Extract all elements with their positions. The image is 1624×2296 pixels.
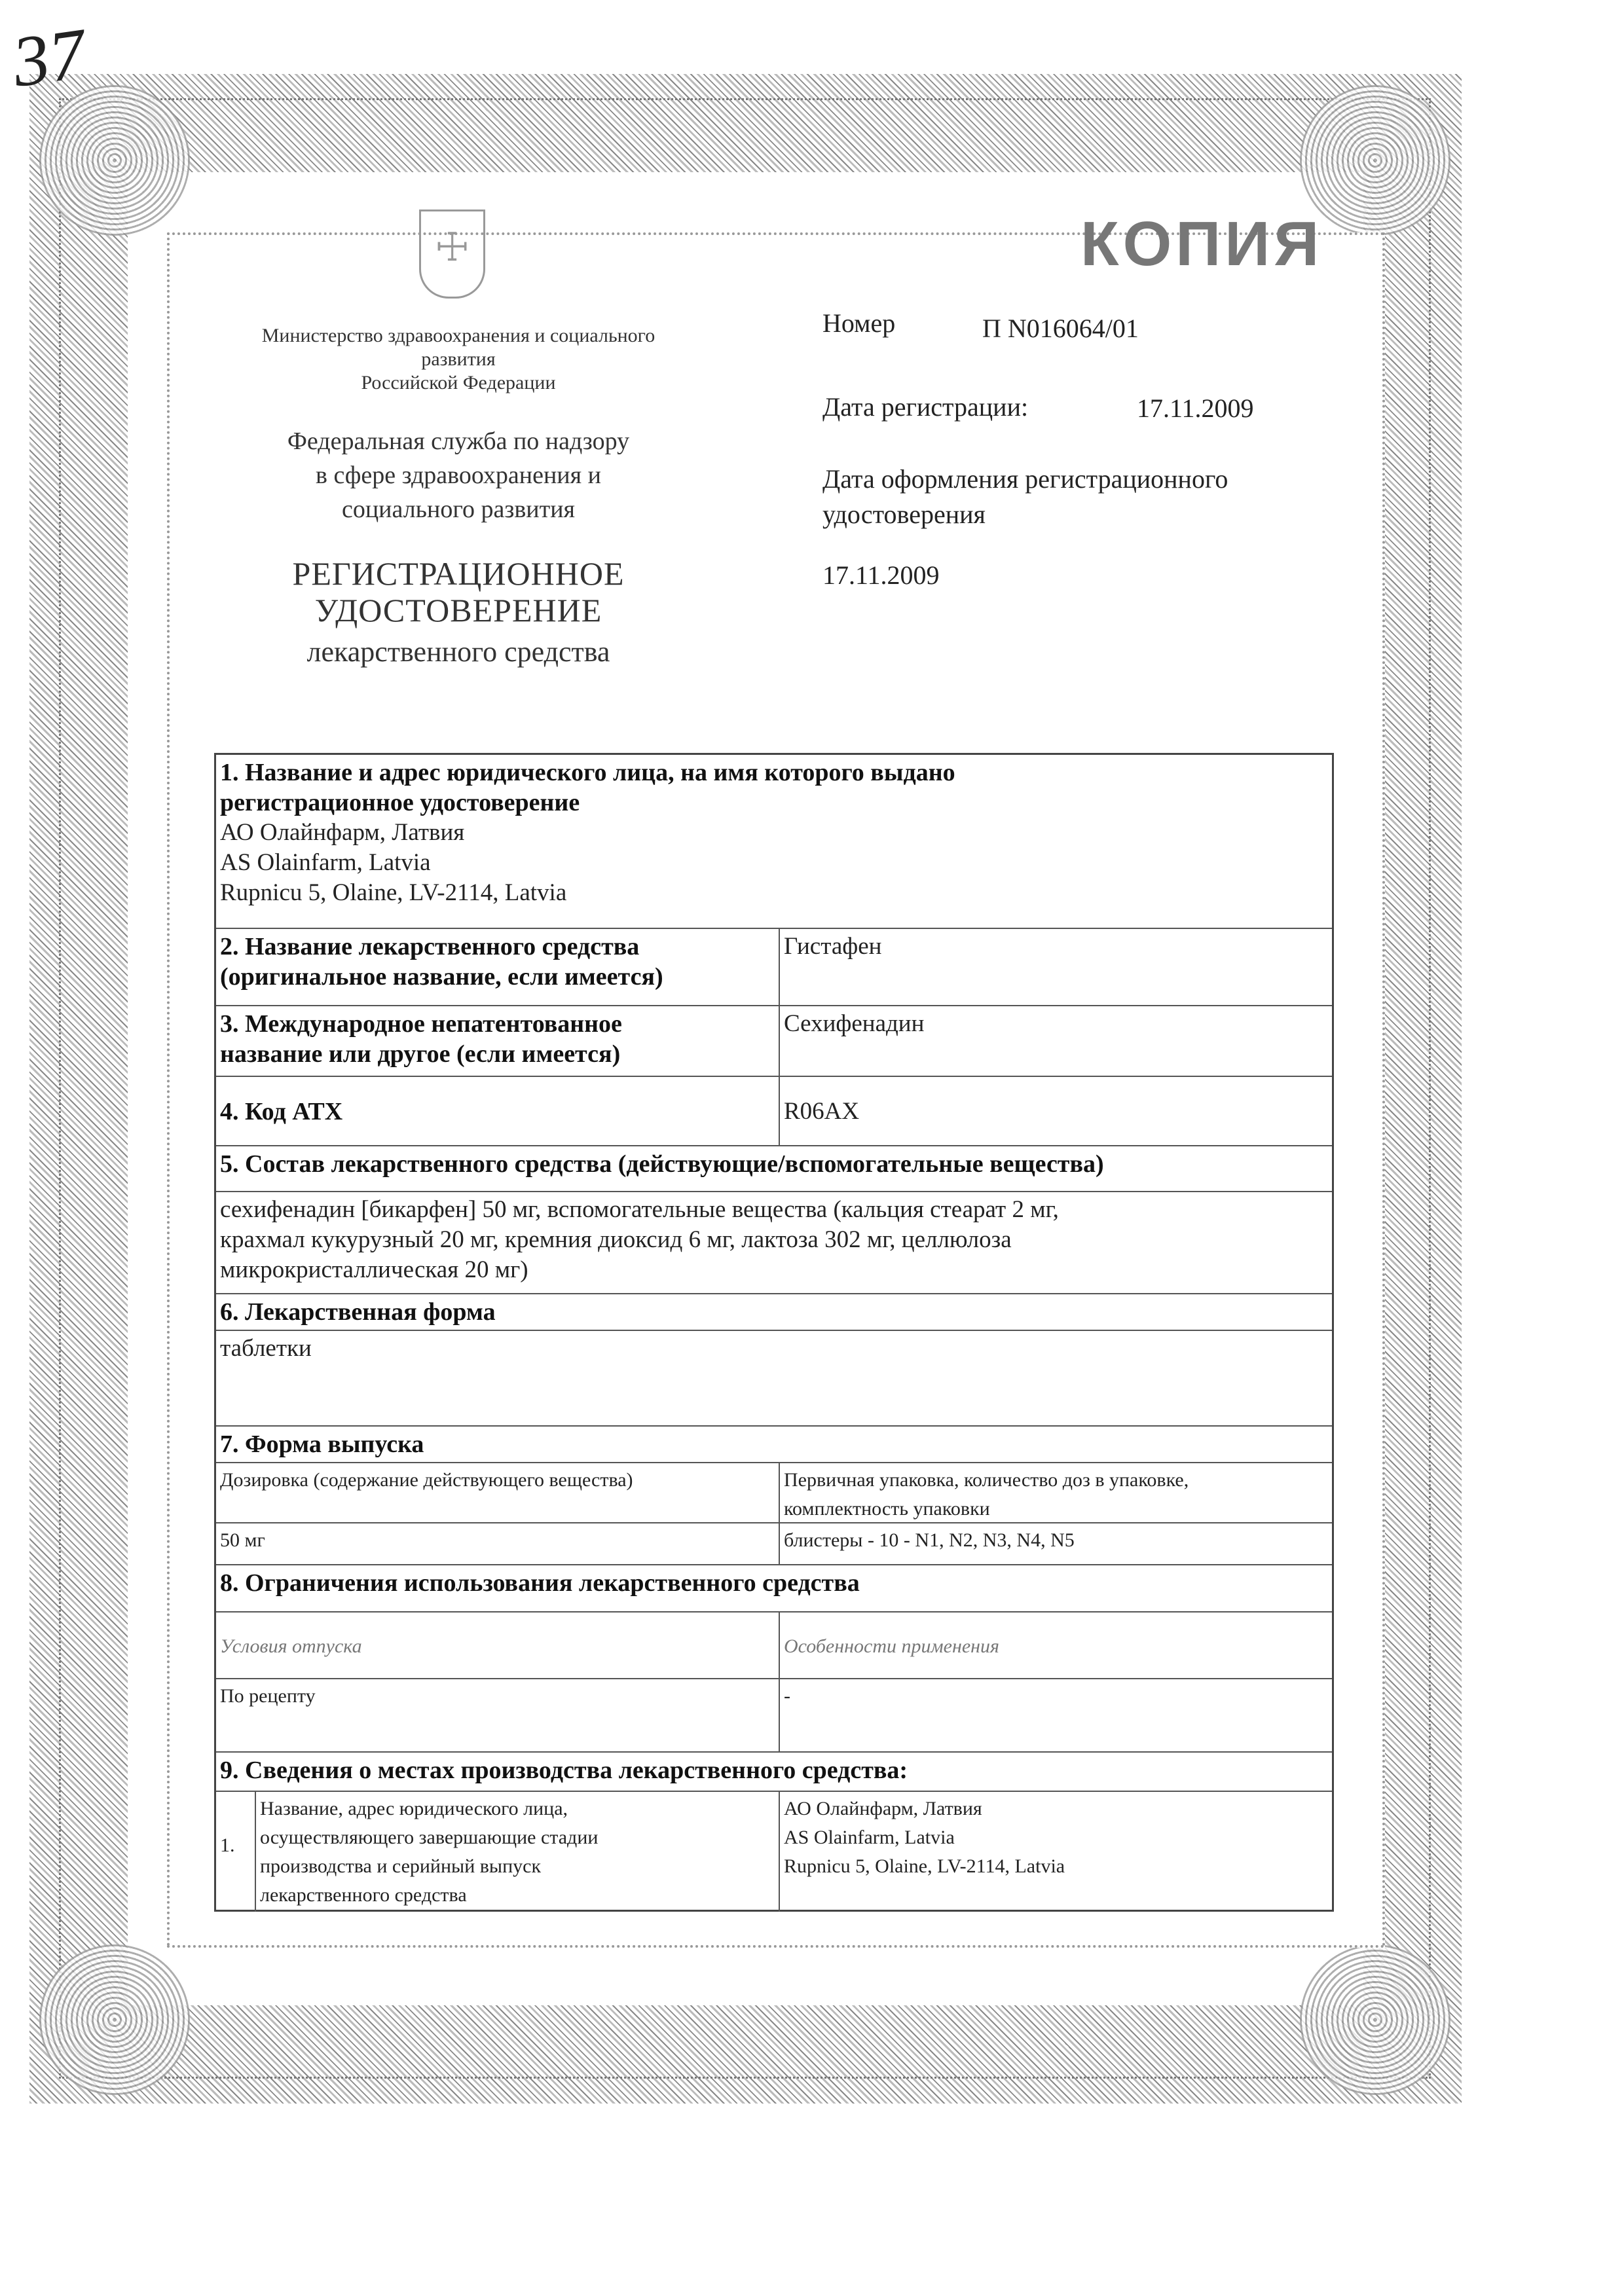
text-line: осуществляющего завершающие стадии (260, 1827, 599, 1848)
packaging-value: блистеры - 10 - N1, N2, N3, N4, N5 (784, 1529, 1075, 1551)
text-line: Российской Федерации (361, 372, 556, 393)
section-8-columns (216, 1613, 1332, 1679)
section-5-heading (216, 1146, 1332, 1192)
text-line: АО Олайнфарм, Латвия (784, 1798, 982, 1819)
field-label: (оригинальное название, если имеется) (220, 963, 663, 991)
text-line: крахмал кукурузный 20 мг, кремния диоксид 6 мг, лактоза 302 мг, целлюлоза (220, 1226, 1012, 1253)
copy-stamp: КОПИЯ (1080, 209, 1323, 279)
text-line: производства и серийный выпуск (260, 1855, 542, 1877)
dispensing-conditions: По рецепту (220, 1685, 316, 1707)
text-line: РЕГИСТРАЦИОННОЕ (292, 555, 625, 592)
text-line: Rupnicu 5, Olaine, LV-2114, Latvia (784, 1855, 1065, 1877)
dosage-form: таблетки (220, 1335, 312, 1362)
text-line: удостоверения (822, 500, 986, 529)
handwritten-page-number: 37 (7, 12, 90, 103)
document-subtitle: лекарственного средства (306, 636, 610, 668)
text-line: АО Олайнфарм, Латвия (220, 819, 465, 846)
document-title (190, 555, 727, 629)
section-heading: 8. Ограничения использования лекарственного средства (220, 1569, 860, 1597)
dosage-value: 50 мг (220, 1529, 265, 1551)
column-header: Особенности применения (784, 1635, 999, 1657)
column-header: Условия отпуска (220, 1635, 362, 1657)
section-3 (216, 1006, 1332, 1077)
coat-of-arms-icon: ☩ (419, 210, 485, 299)
service-name (190, 424, 727, 526)
column-header: Первичная упаковка, количество доз в упаковке, (784, 1469, 1189, 1491)
field-label: 4. Код АТХ (220, 1098, 343, 1125)
section-heading: 6. Лекарственная форма (220, 1298, 496, 1326)
text-line: лекарственного средства (260, 1884, 467, 1906)
issue-date-label (822, 462, 1228, 532)
row-number: 1. (220, 1834, 235, 1856)
section-9-row (216, 1792, 1332, 1912)
text-line: AS Olainfarm, Latvia (220, 849, 431, 876)
section-heading: 1. Название и адрес юридического лица, на имя которого выдано (220, 759, 955, 786)
section-7-heading (216, 1427, 1332, 1463)
section-6-content (216, 1331, 1332, 1427)
issue-date-value: 17.11.2009 (822, 560, 940, 590)
section-heading: регистрационное удостоверение (220, 789, 580, 816)
section-heading: 7. Форма выпуска (220, 1430, 424, 1458)
field-label: 3. Международное непатентованное (220, 1010, 622, 1038)
number-label: Номер (822, 308, 896, 338)
reg-date-label: Дата регистрации: (822, 392, 1029, 422)
section-6-heading (216, 1294, 1332, 1331)
section-9-heading (216, 1753, 1332, 1792)
text-line: сехифенадин [бикарфен] 50 мг, вспомогательные вещества (кальция стеарат 2 мг, (220, 1196, 1059, 1223)
text-line: социального развития (341, 496, 576, 523)
section-8-values (216, 1679, 1332, 1753)
text-line: развития (421, 348, 496, 370)
section-5-content (216, 1192, 1332, 1294)
section-heading: 5. Состав лекарственного средства (действующие/вспомогательные вещества) (220, 1150, 1104, 1178)
certificate-table (214, 753, 1334, 1912)
field-label: 2. Название лекарственного средства (220, 933, 640, 960)
text-line: Министерство здравоохранения и социального (261, 325, 655, 346)
ministry-name (190, 324, 727, 395)
text-line: Название, адрес юридического лица, (260, 1798, 568, 1819)
section-7-columns (216, 1463, 1332, 1523)
drug-name: Гистафен (784, 933, 882, 960)
column-header: Дозировка (содержание действующего вещества) (220, 1469, 633, 1491)
usage-notes: - (784, 1685, 790, 1707)
section-8-heading (216, 1565, 1332, 1613)
text-line: микрокристаллическая 20 мг) (220, 1256, 528, 1283)
number-value: П N016064/01 (982, 314, 1139, 343)
text-line: Федеральная служба по надзору (287, 428, 630, 455)
text-line: в сфере здравоохранения и (316, 462, 601, 489)
corner-ornament (39, 85, 190, 236)
text-line: AS Olainfarm, Latvia (784, 1827, 955, 1848)
column-header: комплектность упаковки (784, 1498, 990, 1520)
corner-ornament (39, 1944, 190, 2095)
field-label: название или другое (если имеется) (220, 1040, 621, 1068)
text-line: Rupnicu 5, Olaine, LV-2114, Latvia (220, 879, 567, 906)
section-heading: 9. Сведения о местах производства лекарственного средства: (220, 1757, 908, 1784)
reg-date-value: 17.11.2009 (1137, 393, 1254, 423)
inn-name: Сехифенадин (784, 1010, 925, 1037)
corner-ornament (1300, 1944, 1450, 2095)
section-7-values (216, 1523, 1332, 1565)
atc-code: R06AX (784, 1098, 860, 1125)
section-1 (216, 755, 1332, 929)
text-line: Дата оформления регистрационного (822, 464, 1228, 494)
section-2 (216, 929, 1332, 1006)
text-line: УДОСТОВЕРЕНИЕ (314, 592, 602, 629)
section-4 (216, 1077, 1332, 1146)
